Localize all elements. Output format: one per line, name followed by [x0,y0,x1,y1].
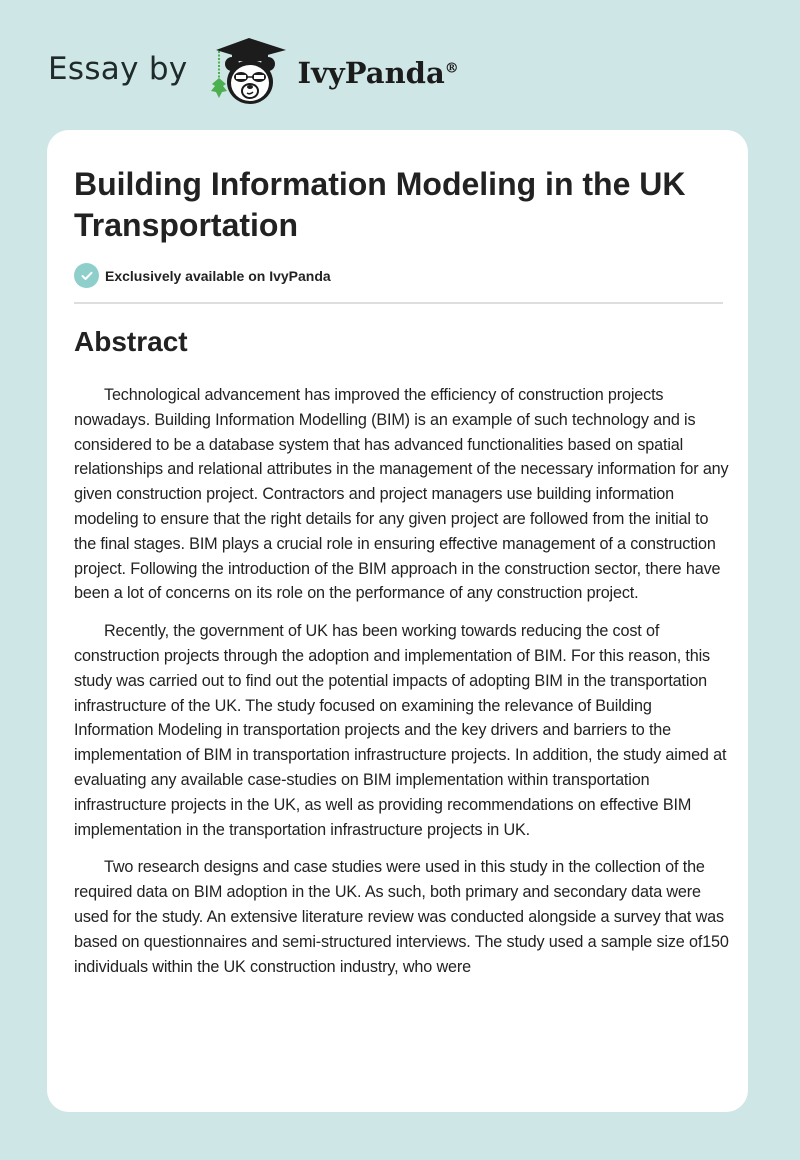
paragraph: Technological advancement has improved the efficiency of construction projects nowadays. Building Information Modelling (BIM) is an example of such technology and is considered to be a database system that has advanced functionalities based on spatial relationships and relational attributes in the management of the necessary information for any given construction project. Contractors and project managers use building information modeling to ensure that the right details for any given project are followed from the initial to the final stages. BIM plays a crucial role in ensuring effective management of a construction project. Following the introduction of the BIM approach in the construction sector, there have been a lot of concerns on its role on the performance of any construction project. [74,386,729,603]
abstract-body [74,383,729,992]
panda-graduate-logo-icon[interactable] [206,36,292,108]
paragraph: Two research designs and case studies were used in this study in the collection of the required data on BIM adoption in the UK. As such, both primary and secondary data were used for the study. An extensive literature review was conducted alongside a survey that was based on questionnaires and semi-structured interviews. The study used a sample size of150 individuals within the UK construction industry, who were [74,858,729,976]
section-title-abstract: Abstract [74,326,188,357]
exclusive-badge-text: Exclusively available on IvyPanda [105,267,331,284]
essay-card [47,130,748,1112]
registered-mark: ® [444,60,459,77]
exclusive-badge [74,263,331,288]
essay-by-label: Essay by [48,51,188,87]
brand-text: IvyPanda [297,56,445,90]
checkmark-icon [74,263,99,288]
page-title: Building Information Modeling in the UK Transportation [74,166,686,243]
paragraph: Recently, the government of UK has been working towards reducing the cost of construction projects through the adoption and implementation of BIM. For this reason, this study was carried out to find out the potential impacts of adopting BIM in the transportation infrastructure of the UK. The study focused on examining the relevance of Building Information Modeling in transportation projects and the key drivers and barriers to the implementation of BIM in transportation infrastructure projects. In addition, the study aimed at evaluating any available case-studies on BIM implementation within transportation infrastructure projects in the UK, as well as providing recommendations on effective BIM implementation in the transportation infrastructure projects in UK. [74,622,727,839]
brand-name[interactable] [298,56,459,90]
divider [74,302,723,304]
site-header [48,34,459,110]
